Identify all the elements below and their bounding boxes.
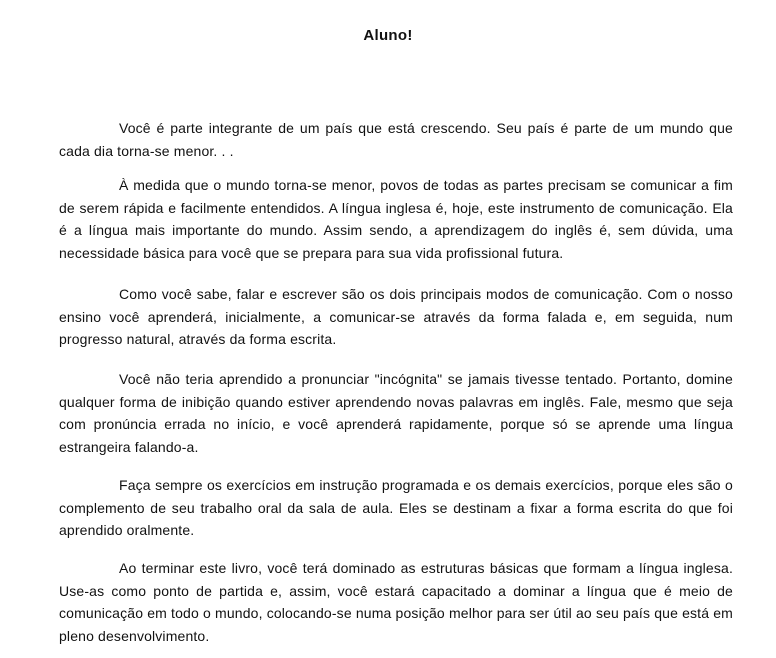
paragraph-communication: À medida que o mundo torna-se menor, povos de todas as partes precisam se comunicar a fim de serem rápida e facilmente entendidos. A língua inglesa é, hoje, este instrumento de comunicação. Ela é a língua mais importante do mundo. Assim sendo, a aprendizagem do inglês é, sem dúvida, uma necessidade básica para você que se prepara para sua vida profissional futura. — [59, 177, 733, 261]
paragraph-exercises: Faça sempre os exercícios em instrução programada e os demais exercícios, porque eles são o complemento de seu trabalho oral da sala de aula. Eles se destinam a fixar a forma escrita do que foi aprendido oralmente. — [59, 477, 733, 538]
paragraph-intro: Você é parte integrante de um país que está crescendo. Seu país é parte de um mundo que cada dia torna-se menor. . . — [59, 120, 733, 159]
page-title: Aluno! — [363, 27, 413, 44]
paragraph-pronunciation: Você não teria aprendido a pronunciar "incógnita" se jamais tivesse tentado. Portanto, domine qualquer forma de inibição quando estiver aprendendo novas palavras em inglês. Fale, mesmo que seja com pronúncia errada no início, e você aprenderá rapidamente, porque só se aprende uma língua estrangeira falando-a. — [59, 371, 733, 455]
paragraph-speaking-writing: Como você sabe, falar e escrever são os dois principais modos de comunicação. Com o nosso ensino você aprenderá, inicialmente, a comunicar-se através da forma falada e, em seguida, num progresso natural, através da forma escrita. — [59, 286, 733, 347]
paragraph-conclusion: Ao terminar este livro, você terá dominado as estruturas básicas que formam a língua inglesa. Use-as como ponto de partida e, assim, você estará capacitado a dominar a língua que é meio de comunicação em todo o mundo, colocando-se numa posição melhor para ser útil ao seu país que está em pleno desenvolvimento. — [59, 560, 733, 644]
